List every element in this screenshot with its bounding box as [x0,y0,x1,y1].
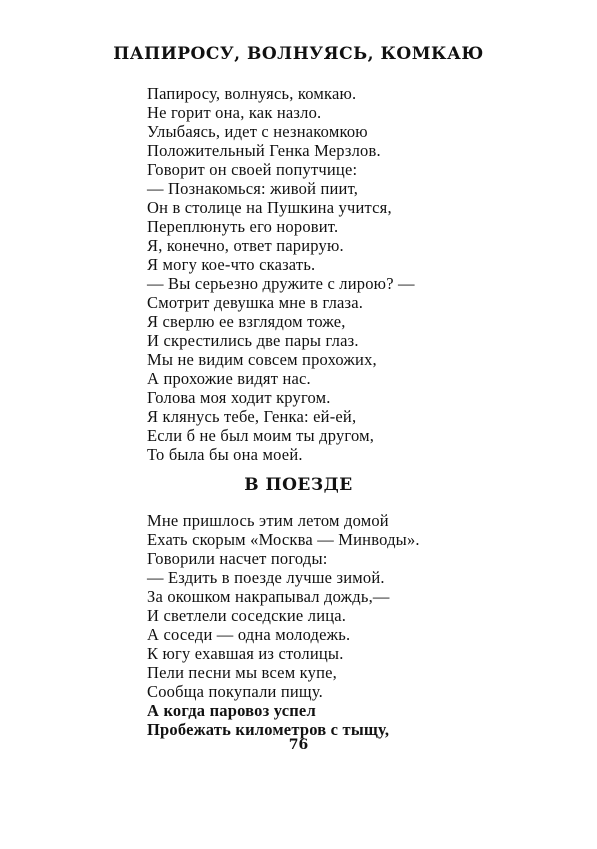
poem-line: К югу ехавшая из столицы. [147,644,344,663]
poem-line: Пробежать километров с тыщу, [147,720,390,739]
poem-line: То была бы она моей. [147,445,303,464]
poem-line: Мне пришлось этим летом домой [147,511,389,530]
poem-line: Я, конечно, ответ парирую. [147,236,344,255]
poem-body [147,511,420,739]
poem-line: А прохожие видят нас. [147,369,311,388]
poem-line: Положительный Генка Мерзлов. [147,141,381,160]
poem-line: Ехать скорым «Москва — Минводы». [147,530,420,549]
page-number: 76 [288,737,309,753]
poem-line: Если б не был моим ты другом, [147,426,375,445]
poem-line: За окошком накрапывал дождь,— [147,587,390,606]
poem-body [147,84,415,464]
poem-line: Сообща покупали пищу. [147,682,323,701]
poem-line: И скрестились две пары глаз. [147,331,359,350]
poem-line: Мы не видим совсем прохожих, [147,350,377,369]
poem-title: ПАПИРОСУ, ВОЛНУЯСЬ, КОМКАЮ [113,44,484,64]
poem-line: Переплюнуть его норовит. [147,217,339,236]
poem-line: — Ездить в поезде лучше зимой. [147,568,385,587]
poem-line: А когда паровоз успел [147,701,316,720]
poem-title: В ПОЕЗДЕ [244,475,353,495]
poem-line: Говорит он своей попутчице: [147,160,358,179]
poem-line: Я могу кое-что сказать. [147,255,316,274]
poem-line: Не горит она, как назло. [147,103,322,122]
poem-line: А соседи — одна молодежь. [147,625,351,644]
poem-line: Улыбаясь, идет с незнакомкою [147,122,368,141]
poem-line: Смотрит девушка мне в глаза. [147,293,364,312]
poem-line: Он в столице на Пушкина учится, [147,198,392,217]
poem-line: И светлели соседские лица. [147,606,347,625]
poem-line: Я клянусь тебе, Генка: ей-ей, [147,407,357,426]
poem-line: Я сверлю ее взглядом тоже, [147,312,346,331]
poem-line: Говорили насчет погоды: [147,549,328,568]
poem-line: — Вы серьезно дружите с лирою? — [147,274,415,293]
poem-line: — Познакомься: живой пиит, [147,179,359,198]
poem-line: Пели песни мы всем купе, [147,663,337,682]
poem-line: Папиросу, волнуясь, комкаю. [147,84,357,103]
poem-line: Голова моя ходит кругом. [147,388,331,407]
